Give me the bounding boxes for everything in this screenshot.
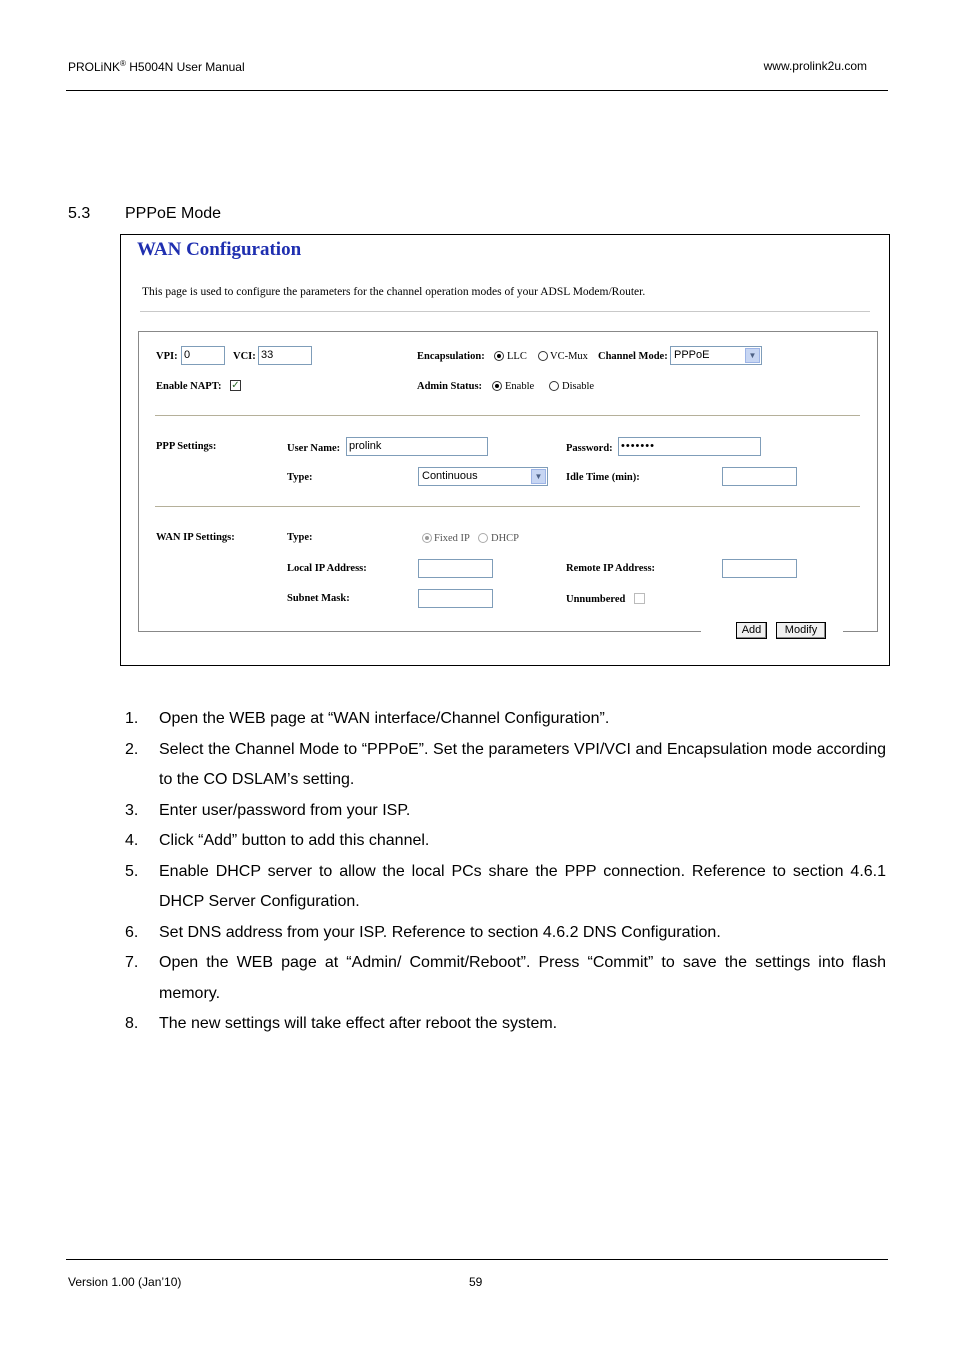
section-title: PPPoE Mode: [125, 205, 222, 222]
channel-mode-label: Channel Mode:: [598, 351, 668, 362]
wan-config-panel: [138, 331, 878, 632]
chevron-down-icon: ▼: [745, 348, 760, 363]
step-number: 4.: [125, 832, 139, 849]
vpi-label: VPI:: [156, 351, 178, 362]
footer-version: Version 1.00 (Jan’10): [68, 1275, 182, 1289]
wan-config-description: This page is used to configure the parameters for the channel operation modes of your ADSL Modem/Router.: [142, 286, 646, 298]
enable-napt-checkbox[interactable]: [230, 380, 241, 391]
vpi-input[interactable]: 0: [181, 346, 225, 365]
step-text: Enable DHCP server to allow the local PCs share the PPP connection. Reference to section 4.6.1 DHCP Server Configuration.: [159, 862, 886, 910]
list-item: [125, 1009, 886, 1040]
page-number: 59: [469, 1275, 483, 1289]
remote-ip-input[interactable]: [722, 559, 797, 578]
unnumbered-label: Unnumbered: [566, 594, 626, 605]
brand-name: PROLiNK: [68, 60, 121, 74]
checkmark-icon: ✓: [231, 380, 240, 391]
encapsulation-llc-label: LLC: [507, 351, 527, 362]
registered-mark: ®: [120, 59, 126, 68]
header-manual-title: [68, 59, 245, 74]
modify-button[interactable]: Modify: [776, 622, 826, 639]
ppp-type-select[interactable]: [418, 467, 548, 486]
subnet-mask-label: Subnet Mask:: [287, 593, 350, 604]
section-divider: [155, 506, 860, 507]
list-item: [125, 704, 886, 735]
step-text: Enter user/password from your ISP.: [159, 801, 411, 819]
encapsulation-vcmux-radio[interactable]: [538, 351, 548, 361]
ppp-settings-label: PPP Settings:: [156, 441, 217, 452]
section-number: 5.3: [68, 205, 91, 222]
list-item: [125, 735, 886, 796]
channel-mode-value: PPPoE: [674, 349, 710, 361]
wan-type-label: Type:: [287, 532, 313, 543]
step-number: 2.: [125, 740, 139, 758]
password-input[interactable]: •••••••: [618, 437, 761, 456]
chevron-down-icon: ▼: [531, 469, 546, 484]
unnumbered-checkbox[interactable]: [634, 593, 645, 604]
ppp-type-label: Type:: [287, 472, 313, 483]
step-number: 1.: [125, 710, 139, 727]
admin-status-enable-label: Enable: [505, 381, 535, 392]
enable-napt-label: Enable NAPT:: [156, 381, 222, 392]
local-ip-input[interactable]: [418, 559, 493, 578]
password-label: Password:: [566, 443, 613, 454]
step-text: Open the WEB page at “Admin/ Commit/Reboot”. Press “Commit” to save the settings into flash memory.: [159, 954, 886, 1002]
idle-time-input[interactable]: [722, 467, 797, 486]
list-item: [125, 857, 886, 918]
local-ip-label: Local IP Address:: [287, 563, 367, 574]
wan-type-fixed-ip-label: Fixed IP: [434, 533, 470, 544]
steps-list: [125, 704, 886, 1040]
step-text: Open the WEB page at “WAN interface/Channel Configuration”.: [159, 710, 610, 727]
list-item: [125, 918, 886, 949]
section-divider: [155, 415, 860, 416]
list-item: [125, 826, 886, 857]
username-label: User Name:: [287, 443, 341, 454]
admin-status-label: Admin Status:: [417, 381, 483, 392]
remote-ip-label: Remote IP Address:: [566, 563, 656, 574]
vci-input[interactable]: 33: [258, 346, 312, 365]
manual-name: H5004N User Manual: [125, 60, 245, 74]
list-item: [125, 796, 886, 827]
channel-mode-select[interactable]: [670, 346, 762, 365]
step-number: 3.: [125, 801, 139, 819]
ppp-type-value: Continuous: [422, 470, 478, 482]
add-button[interactable]: Add: [736, 622, 767, 639]
step-text: Select the Channel Mode to “PPPoE”. Set the parameters VPI/VCI and Encapsulation mode according to the CO DSLAM’s setting.: [159, 740, 886, 788]
header-url: www.prolink2u.com: [763, 59, 867, 73]
admin-status-disable-radio[interactable]: [549, 381, 559, 391]
encapsulation-vcmux-label: VC-Mux: [550, 351, 588, 362]
step-number: 6.: [125, 923, 139, 941]
username-input[interactable]: prolink: [346, 437, 488, 456]
wan-config-title: WAN Configuration: [137, 239, 302, 260]
subnet-mask-input[interactable]: [418, 589, 493, 608]
footer-divider: [66, 1259, 888, 1260]
step-number: 5.: [125, 862, 139, 880]
step-number: 7.: [125, 954, 139, 971]
vci-label: VCI:: [233, 351, 256, 362]
idle-time-label: Idle Time (min):: [566, 472, 640, 483]
step-text: The new settings will take effect after reboot the system.: [159, 1015, 558, 1032]
wan-ip-settings-label: WAN IP Settings:: [156, 532, 235, 543]
encapsulation-label: Encapsulation:: [417, 351, 485, 362]
encapsulation-llc-radio[interactable]: [494, 351, 504, 361]
list-item: [125, 948, 886, 1009]
step-text: Set DNS address from your ISP. Reference to section 4.6.2 DNS Configuration.: [159, 923, 721, 941]
wan-config-screenshot: [120, 234, 890, 666]
step-text: Click “Add” button to add this channel.: [159, 832, 430, 849]
title-divider: [140, 311, 870, 312]
step-number: 8.: [125, 1015, 139, 1032]
admin-status-disable-label: Disable: [562, 381, 595, 392]
wan-type-dhcp-radio[interactable]: [478, 533, 488, 543]
wan-type-fixed-ip-radio[interactable]: [422, 533, 432, 543]
admin-status-enable-radio[interactable]: [492, 381, 502, 391]
wan-type-dhcp-label: DHCP: [491, 533, 520, 544]
header-divider: [66, 90, 888, 91]
